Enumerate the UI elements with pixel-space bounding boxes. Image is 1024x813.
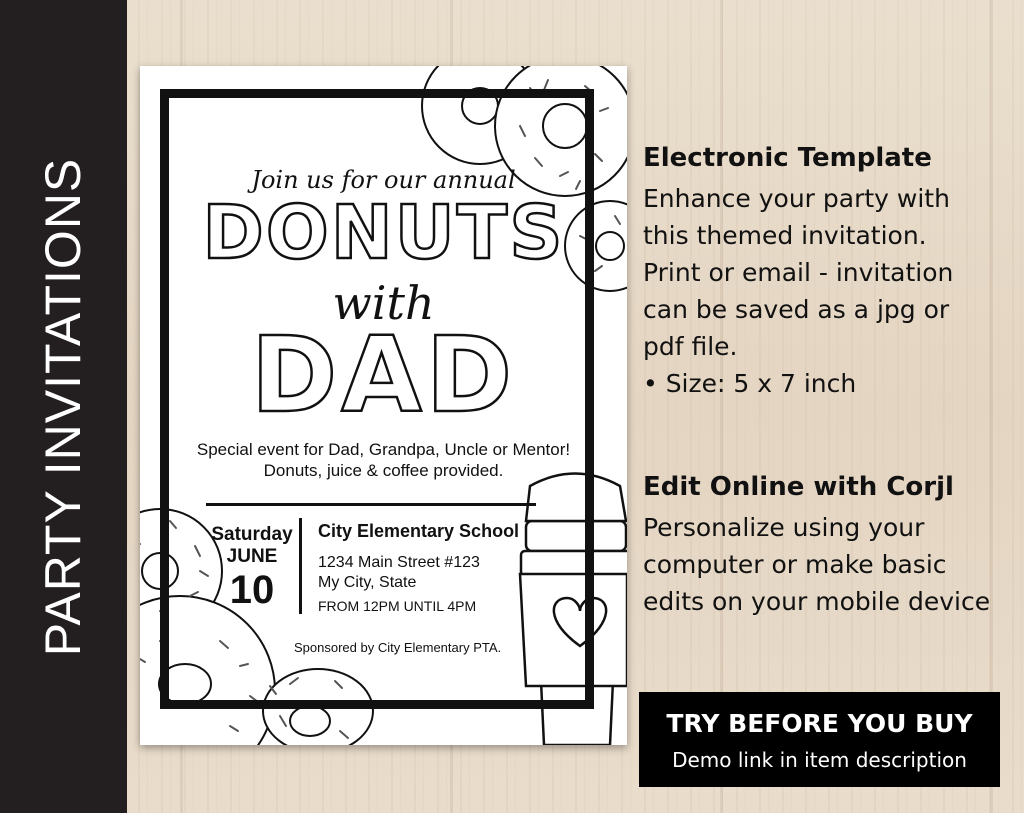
- invitation-card: [140, 66, 627, 745]
- event-month: JUNE: [226, 546, 278, 567]
- invitation-intro: Join us for our annual: [251, 166, 516, 194]
- event-date: 10: [229, 568, 275, 612]
- event-time: FROM 12PM UNTIL 4PM: [318, 598, 477, 614]
- desc1-line-2: this themed invitation.: [643, 221, 927, 250]
- desc2-line-3: edits on your mobile device: [643, 587, 991, 616]
- invitation-title-dad: DAD: [250, 314, 517, 436]
- divider-vertical: [299, 518, 302, 614]
- address-line-2: My City, State: [318, 574, 417, 591]
- desc1-line-6: • Size: 5 x 7 inch: [643, 369, 857, 398]
- event-school: City Elementary School: [318, 521, 520, 541]
- special-line-1: Special event for Dad, Grandpa, Uncle or Mentor!: [196, 440, 571, 459]
- desc1-line-1: Enhance your party with: [643, 184, 950, 213]
- heading-edit-online: Edit Online with Corjl: [643, 472, 954, 502]
- description-template: [643, 180, 953, 402]
- cta-subtitle: Demo link in item description: [672, 748, 967, 772]
- event-sponsor: Sponsored by City Elementary PTA.: [294, 640, 502, 655]
- desc1-line-5: pdf file.: [643, 332, 738, 361]
- event-day-month: [208, 524, 296, 568]
- desc1-line-4: can be saved as a jpg or: [643, 295, 950, 324]
- desc2-line-1: Personalize using your: [643, 513, 925, 542]
- desc2-line-2: computer or make basic: [643, 550, 947, 579]
- invitation-special: [140, 439, 627, 481]
- special-line-2: Donuts, juice & coffee provided.: [263, 461, 504, 480]
- invitation-title-donuts: DONUTS: [202, 190, 565, 276]
- cta-title: TRY BEFORE YOU BUY: [666, 709, 973, 738]
- address-line-1: 1234 Main Street #123: [318, 554, 480, 571]
- event-day: Saturday: [211, 524, 293, 545]
- desc1-line-3: Print or email - invitation: [643, 258, 954, 287]
- try-before-you-buy-box: [639, 692, 1000, 787]
- divider-horizontal: [206, 503, 536, 506]
- banner-label: PARTY INVITATIONS: [35, 157, 91, 657]
- side-banner: [0, 0, 127, 813]
- heading-electronic-template: Electronic Template: [643, 143, 932, 173]
- event-address: [318, 553, 480, 593]
- description-edit: [643, 509, 990, 620]
- invitation-title-with: with: [332, 276, 435, 330]
